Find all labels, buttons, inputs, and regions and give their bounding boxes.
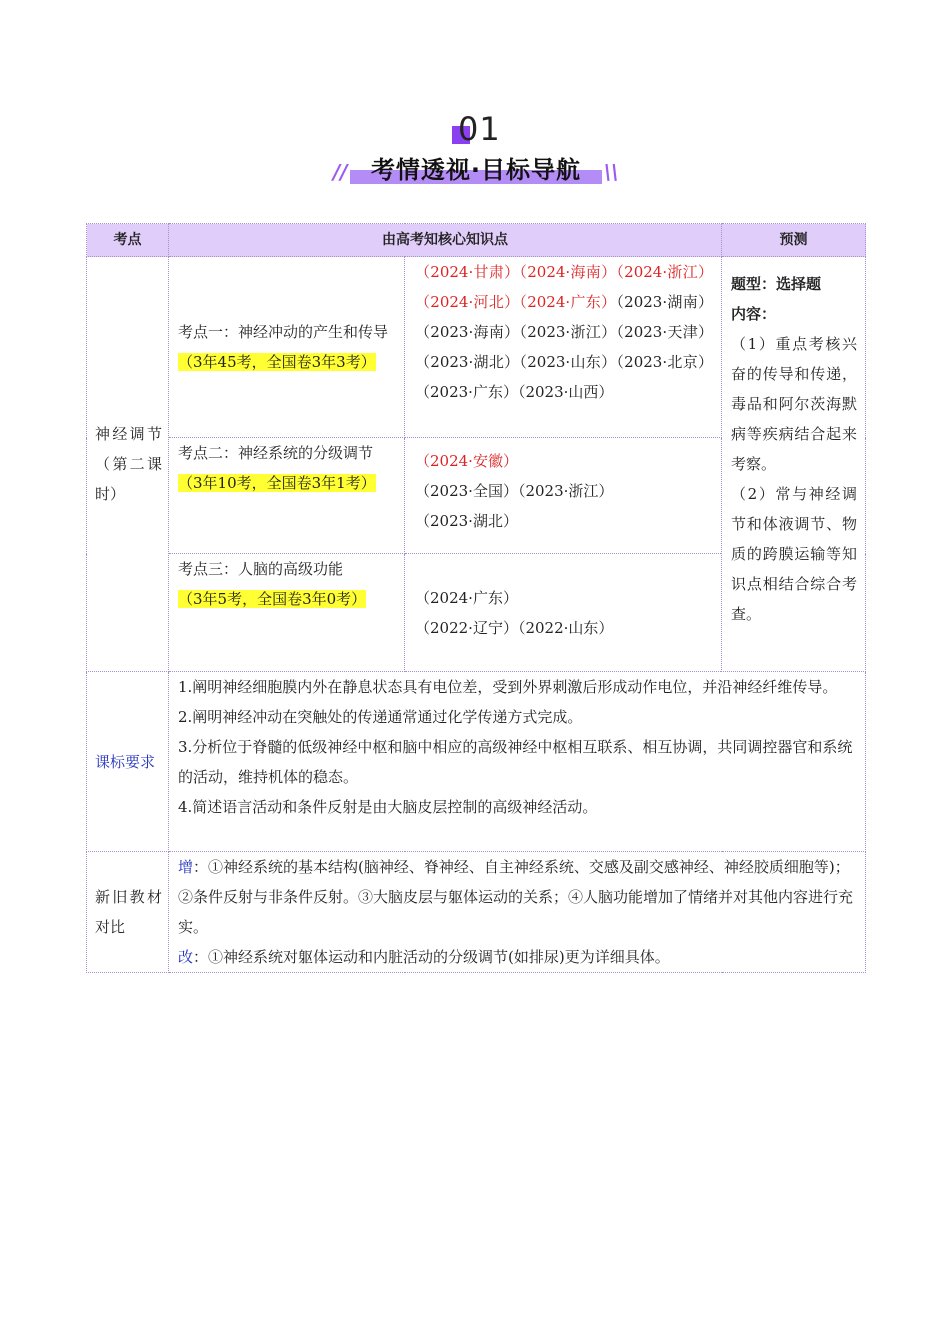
- kaodian-3-years-cell: [405, 554, 722, 672]
- kaodian-1-years-old: （2023·湖南）（2023·海南）（2023·浙江）（2023·天津）（2023·湖北）（2023·山东）（2023·北京）（2023·广东）（2023·山西）: [415, 293, 713, 401]
- kaodian-2-stat: （3年10考，全国卷3年1考）: [178, 474, 376, 492]
- kaodian-1-years-new: （2024·甘肃）（2024·海南）（2024·浙江）（2024·河北）（2024·广东）: [415, 263, 713, 311]
- kaodian-2-years-new: （2024·安徽）: [415, 452, 518, 470]
- table-header-row: [87, 224, 866, 257]
- standard-label-cell: 课标要求: [87, 672, 169, 852]
- kaodian-3-cell: [169, 554, 405, 672]
- compare-add: [178, 852, 856, 942]
- right-slash-decoration: \\: [604, 160, 619, 184]
- compare-add-text: ：①神经系统的基本结构(脑神经、脊神经、自主神经系统、交感及副交感神经、神经胶质细胞等)；②条件反射与非条件反射。③大脑皮层与躯体运动的关系；④人脑功能增加了情绪并对其他内容进行充实。: [178, 858, 854, 936]
- table-row: [87, 672, 866, 852]
- col-header-prediction: 预测: [722, 224, 866, 257]
- kaodian-2-cell: [169, 438, 405, 554]
- compare-change-text: ：①神经系统对躯体运动和内脏活动的分级调节(如排尿)更为详细具体。: [193, 948, 670, 966]
- kaodian-3-years-1: （2024·广东）: [415, 588, 518, 607]
- prediction-cell: [722, 257, 866, 672]
- prediction-type: 题型：选择题: [731, 275, 822, 293]
- section-title: 考情透视·目标导航: [370, 156, 582, 184]
- standard-content-cell: [169, 672, 866, 852]
- table-row: [87, 257, 866, 438]
- topic-cell: 神经调节（第二课时）: [87, 257, 169, 672]
- col-header-kaodian: 考点: [87, 224, 169, 257]
- standard-item-1: 1.阐明神经细胞膜内外在静息状态具有电位差，受到外界刺激后形成动作电位，并沿神经纤维传导。: [178, 678, 838, 696]
- section-header: [0, 108, 950, 198]
- kaodian-3-name: 考点三：人脑的高级功能: [178, 560, 344, 578]
- left-slash-decoration: //: [333, 160, 348, 184]
- prediction-item-2: （2）常与神经调节和体液调节、物质的跨膜运输等知识点相结合综合考查。: [731, 485, 857, 623]
- kaodian-2-years-old-1: （2023·全国）（2023·浙江）: [415, 482, 614, 500]
- prediction-item-1: （1）重点考核兴奋的传导和传递，毒品和阿尔茨海默病等疾病结合起来考察。: [731, 335, 857, 473]
- kaodian-1-name: 考点一：神经冲动的产生和传导: [178, 323, 389, 341]
- kaodian-1-cell: [169, 257, 405, 438]
- kaodian-2-name: 考点二：神经系统的分级调节: [178, 444, 374, 462]
- standard-item-4: 4.简述语言活动和条件反射是由大脑皮层控制的高级神经活动。: [178, 798, 598, 816]
- compare-content-cell: [169, 852, 866, 973]
- kaodian-1-stat: （3年45考，全国卷3年3考）: [178, 353, 376, 371]
- compare-change: [178, 942, 856, 972]
- prediction-content-label: 内容：: [731, 305, 777, 323]
- kaodian-1-years-cell: [405, 257, 722, 438]
- kaodian-2-years-old-2: （2023·湖北）: [415, 512, 518, 530]
- standard-item-2: 2.阐明神经冲动在突触处的传递通常通过化学传递方式完成。: [178, 708, 583, 726]
- exam-analysis-table: [86, 223, 866, 973]
- table-row: [87, 852, 866, 973]
- compare-add-label: 增: [178, 858, 194, 876]
- kaodian-3-stat: （3年5考，全国卷3年0考）: [178, 590, 367, 608]
- compare-change-label: 改: [178, 948, 194, 966]
- compare-label-cell: 新旧教材对比: [87, 852, 169, 973]
- kaodian-3-years-2: （2022·辽宁）（2022·山东）: [415, 618, 614, 637]
- section-number: 01: [458, 110, 501, 148]
- kaodian-2-years-cell: [405, 438, 722, 554]
- standard-item-3: 3.分析位于脊髓的低级神经中枢和脑中相应的高级神经中枢相互联系、相互协调，共同调控器官和系统的活动，维持机体的稳态。: [178, 738, 853, 786]
- col-header-knowledge: 由高考知核心知识点: [169, 224, 722, 257]
